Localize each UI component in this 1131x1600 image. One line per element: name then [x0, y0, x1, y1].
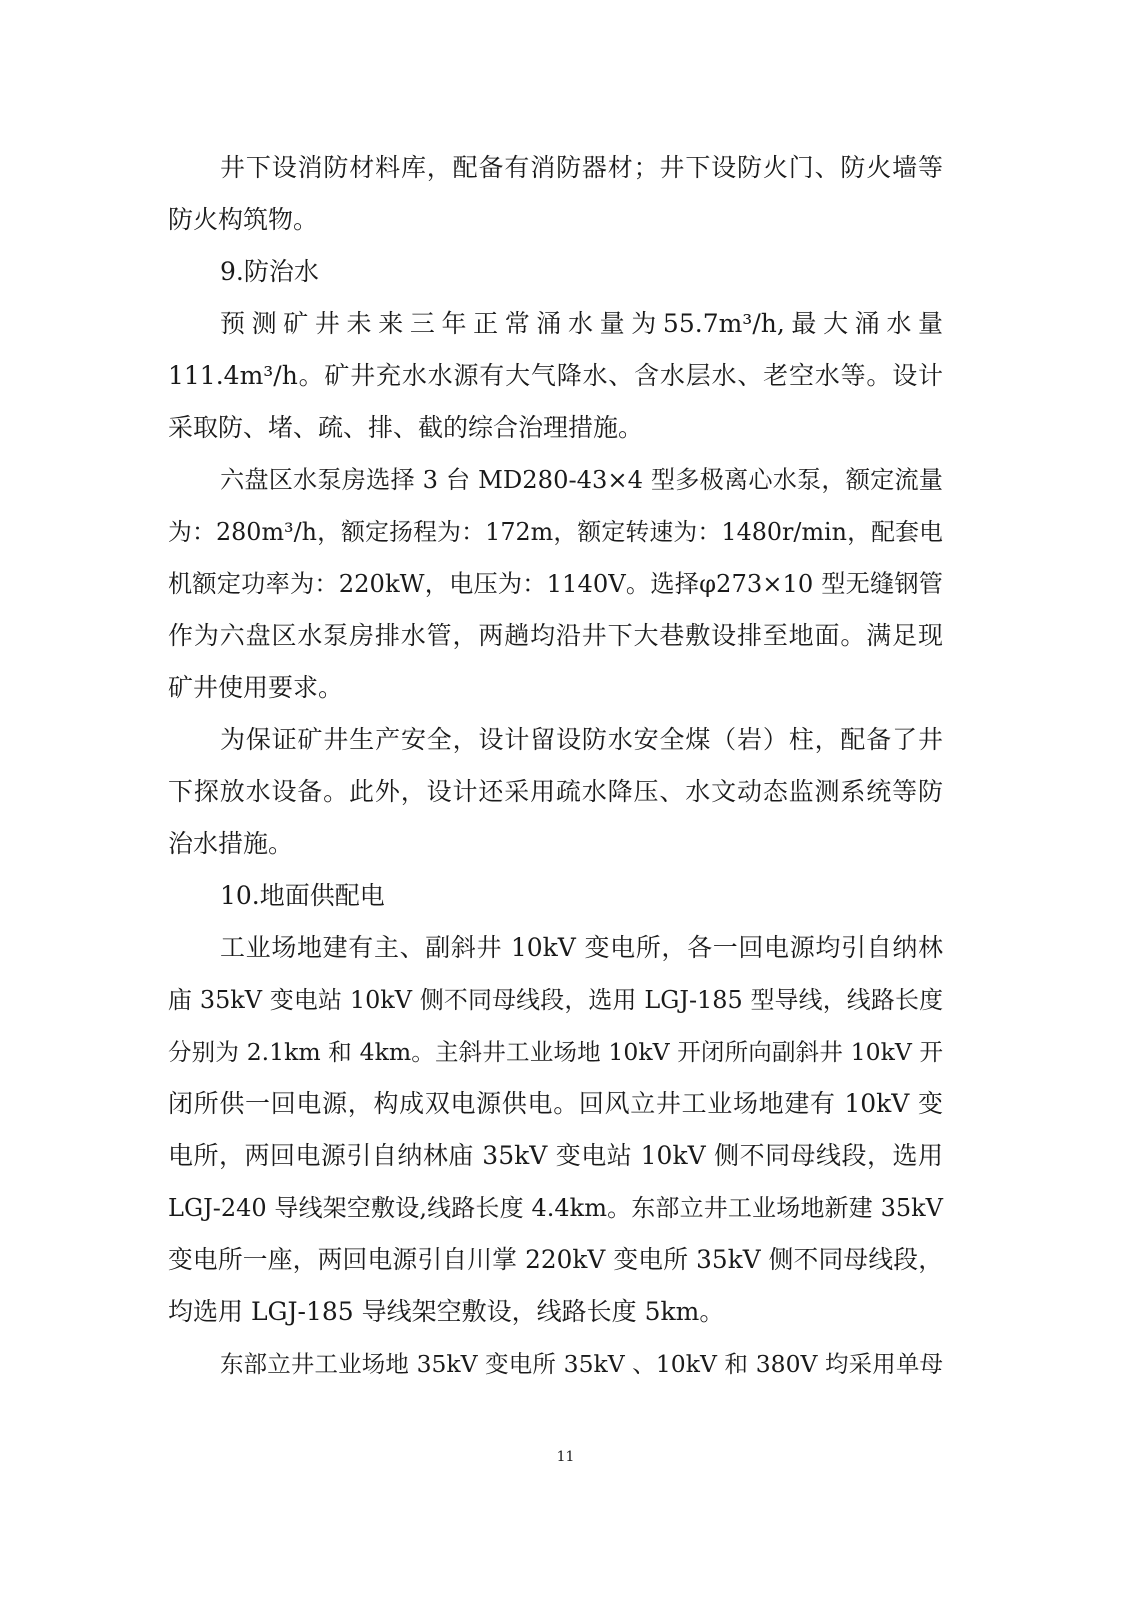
text-line: 分别为 2.1km 和 4km。主斜井工业场地 10kV 开闭所向副斜井 10kV 开 [168, 1038, 943, 1066]
body-text [168, 142, 943, 1390]
text-line: 变电所一座，两回电源引自川掌 220kV 变电所 35kV 侧不同母线段， [168, 1245, 943, 1274]
text-line: 闭所供一回电源，构成双电源供电。回风立井工业场地建有 10kV 变 [168, 1089, 943, 1118]
text-line: 下探放水设备。此外，设计还采用疏水降压、水文动态监测系统等防 [168, 777, 943, 806]
text-line: 井下设消防材料库，配备有消防器材；井下设防火门、防火墙等 [220, 153, 943, 182]
text-line: 为：280m³/h，额定扬程为：172m，额定转速为：1480r/min，配套电 [168, 518, 943, 546]
text-line: 9.防治水 [220, 257, 319, 286]
text-line: 10.地面供配电 [220, 881, 385, 910]
text-line: 采取防、堵、疏、排、截的综合治理措施。 [168, 413, 644, 442]
text-line: 均选用 LGJ-185 导线架空敷设，线路长度 5km。 [168, 1297, 725, 1326]
text-line: 机额定功率为：220kW，电压为：1140V。选择φ273×10 型无缝钢管 [168, 570, 943, 598]
text-line: 治水措施。 [168, 829, 294, 858]
text-line: 为保证矿井生产安全，设计留设防水安全煤（岩）柱，配备了井 [220, 725, 943, 754]
text-line: 防火构筑物。 [168, 205, 319, 234]
text-line: 矿井使用要求。 [168, 673, 344, 702]
text-line: 作为六盘区水泵房排水管，两趟均沿井下大巷敷设排至地面。满足现 [168, 621, 943, 650]
text-line: 111.4m³/h。矿井充水水源有大气降水、含水层水、老空水等。设计 [168, 361, 943, 390]
text-line: 预测矿井未来三年正常涌水量为55.7m³/h,最大涌水量 [220, 309, 943, 338]
text-line: 工业场地建有主、副斜井 10kV 变电所，各一回电源均引自纳林 [220, 933, 943, 962]
text-line: 庙 35kV 变电站 10kV 侧不同母线段，选用 LGJ-185 型导线，线路长度 [168, 986, 943, 1014]
text-line: 六盘区水泵房选择 3 台 MD280-43×4 型多极离心水泵，额定流量 [220, 466, 943, 494]
text-line: LGJ-240 导线架空敷设,线路长度 4.4km。东部立井工业场地新建 35kV [168, 1194, 943, 1222]
text-line: 东部立井工业场地 35kV 变电所 35kV 、10kV 和 380V 均采用单母 [220, 1350, 943, 1378]
page-number: 11 [556, 1449, 575, 1465]
text-line: 电所，两回电源引自纳林庙 35kV 变电站 10kV 侧不同母线段，选用 [168, 1141, 943, 1170]
